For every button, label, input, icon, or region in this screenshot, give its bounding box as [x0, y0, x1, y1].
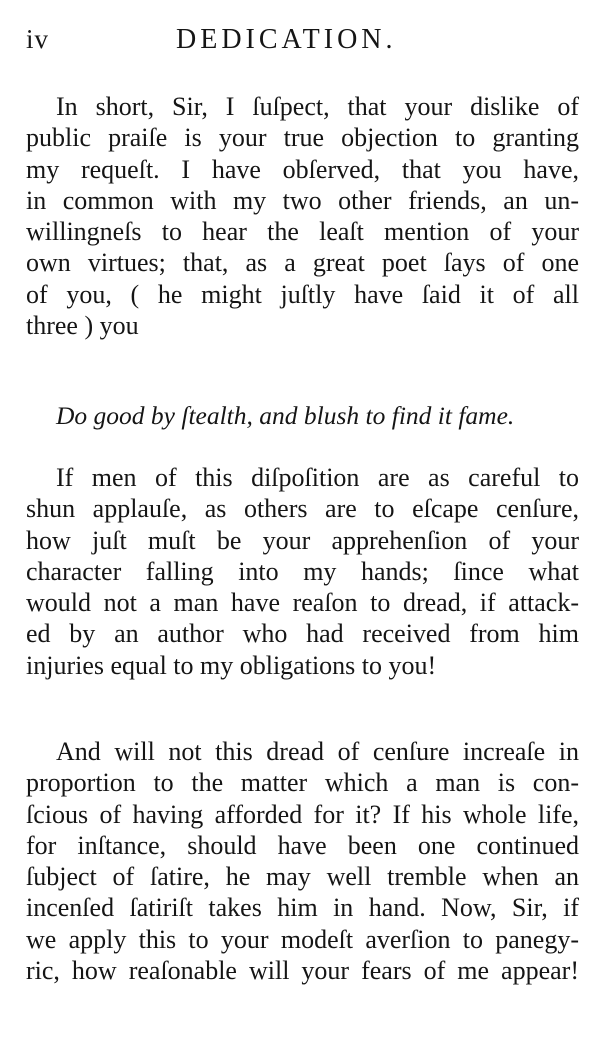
text-line: of you, ( he might juſtly have ſaid it of all [26, 279, 579, 309]
paragraph-3 [26, 736, 579, 986]
text-line: proportion to the matter which a man is con- [26, 768, 579, 798]
text-line: injuries equal to my obligations to you! [26, 650, 437, 680]
text-line: how juſt muſt be your apprehenſion of your [26, 525, 579, 555]
paragraph-2 [26, 462, 579, 681]
text-line: we apply this to your modeſt averſion to panegy- [26, 924, 579, 954]
text-line: character falling into my hands; ſince what [26, 556, 579, 586]
text-line: my requeſt. I have obſerved, that you have, [26, 154, 579, 184]
text-line: And will not this dread of cenſure increaſe in [56, 737, 579, 766]
text-line: In short, Sir, I ſuſpect, that your dislike of [56, 92, 579, 121]
running-head [26, 24, 582, 64]
epigraph-quote: Do good by ſtealth, and blush to find it fame. [56, 401, 515, 430]
text-line: ſcious of having afforded for it? If his whole life, [26, 799, 579, 829]
running-title: DEDICATION. [176, 24, 397, 55]
text-line: shun applauſe, as others are to eſcape cenſure, [26, 494, 579, 524]
text-line: willingneſs to hear the leaſt mention of your [26, 217, 579, 247]
paragraph-1 [26, 91, 579, 341]
text-line: ric, how reaſonable will your fears of me appear! [26, 956, 579, 986]
page-number: iv [26, 24, 50, 54]
text-line: incenſed ſatiriſt takes him in hand. Now, Sir, if [26, 893, 579, 923]
text-line: own virtues; that, as a great poet ſays of one [26, 248, 579, 278]
text-line: in common with my two other friends, an un- [26, 185, 579, 215]
text-line: would not a man have reaſon to dread, if attack- [26, 588, 579, 618]
text-line: ed by an author who had received from him [26, 619, 579, 649]
text-line: ſubject of ſatire, he may well tremble when an [26, 862, 579, 892]
text-line: for inſtance, should have been one continued [26, 830, 579, 860]
text-line: public praiſe is your true objection to granting [26, 123, 579, 153]
text-line: If men of this diſpoſition are as careful to [56, 463, 579, 492]
text-line: three ) you [26, 311, 139, 341]
